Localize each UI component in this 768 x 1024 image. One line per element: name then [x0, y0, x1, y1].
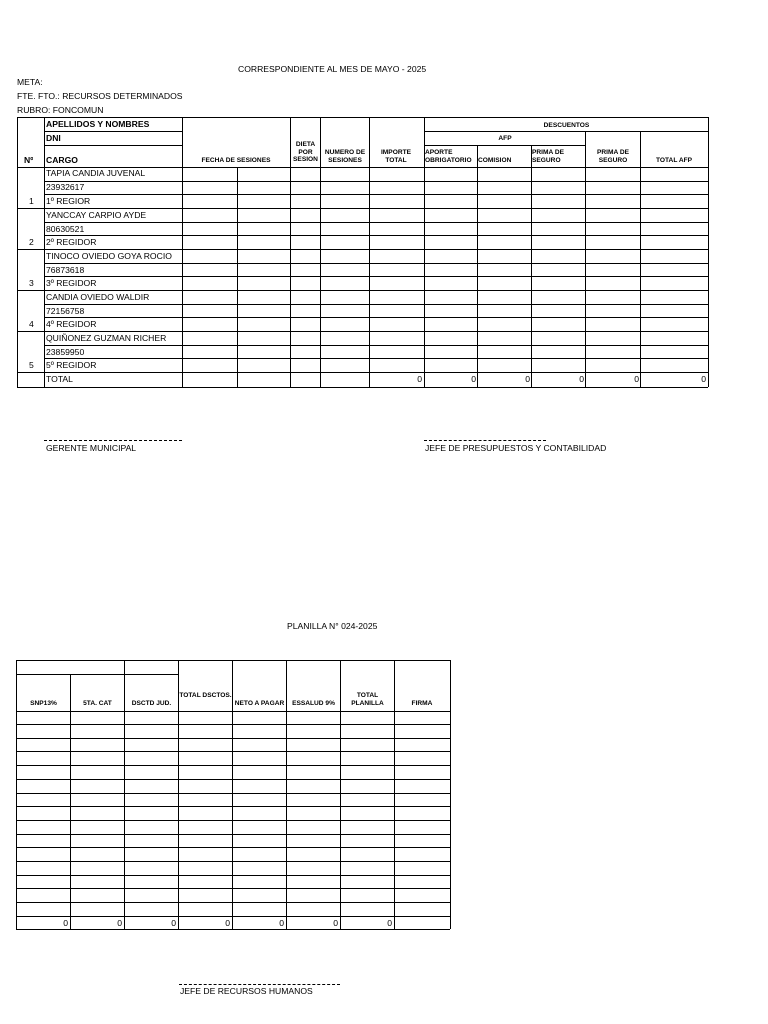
signature-line-jefe-presupuestos	[424, 440, 546, 441]
grid-line	[16, 861, 450, 862]
grid-line	[44, 145, 182, 146]
meta-label: META:	[17, 77, 43, 87]
col-header-5ta-cat: 5TA. CAT	[83, 700, 112, 707]
row-cargo: 3º REGIDOR	[46, 278, 97, 288]
row-number: 4	[29, 319, 34, 329]
grid-line	[16, 793, 450, 794]
row-cargo: 5º REGIDOR	[46, 360, 97, 370]
total-planilla: 0	[387, 918, 392, 928]
row-number: 2	[29, 237, 34, 247]
grid-line	[44, 208, 708, 209]
signature-line-gerente	[44, 440, 182, 441]
col-header-total-dsctos: TOTAL DSCTOS.	[179, 692, 232, 699]
grid-line	[237, 167, 238, 387]
total-comision: 0	[525, 374, 530, 384]
grid-line	[44, 117, 45, 387]
signature-jefe-presupuestos: JEFE DE PRESUPUESTOS Y CONTABILIDAD	[425, 443, 607, 453]
row-name: YANCCAY CARPIO AYDE	[46, 210, 147, 220]
rubro-label: RUBRO: FONCOMUN	[17, 105, 104, 115]
grid-line	[16, 847, 450, 848]
grid-line	[531, 145, 532, 387]
grid-line	[17, 387, 708, 388]
grid-line	[16, 806, 450, 807]
grid-line	[44, 235, 708, 236]
grid-line	[16, 751, 450, 752]
signature-gerente: GERENTE MUNICIPAL	[46, 443, 137, 453]
grid-line	[16, 738, 450, 739]
col-header-afp: AFP	[498, 135, 512, 142]
total-label: TOTAL	[46, 374, 73, 384]
grid-line	[17, 331, 44, 332]
row-dni: 76873618	[46, 265, 85, 275]
row-dni: 72156758	[46, 306, 85, 316]
col-header-total-afp: TOTAL AFP	[655, 157, 693, 164]
total-afp: 0	[701, 374, 706, 384]
grid-line	[44, 181, 708, 182]
col-header-nro: Nº	[24, 155, 34, 165]
grid-line	[70, 674, 71, 929]
signature-jefe-rrhh: JEFE DE RECURSOS HUMANOS	[180, 986, 313, 996]
grid-line	[16, 875, 450, 876]
grid-line	[16, 765, 450, 766]
row-name: CANDIA OVIEDO WALDIR	[46, 292, 150, 302]
grid-line	[44, 263, 708, 264]
total-prima1: 0	[579, 374, 584, 384]
grid-line	[44, 345, 708, 346]
row-number: 3	[29, 278, 34, 288]
grid-line	[17, 117, 708, 118]
col-header-dni: DNI	[46, 133, 61, 143]
row-cargo: 1º REGIOR	[46, 196, 91, 206]
row-cargo: 4º REGIDOR	[46, 319, 97, 329]
col-header-importe: IMPORTE TOTAL	[380, 149, 412, 164]
col-header-snp: SNP13%	[30, 700, 57, 707]
col-header-aporte: APORTE OBRIGATORIO	[425, 149, 472, 164]
grid-line	[16, 888, 450, 889]
col-header-firma: FIRMA	[411, 700, 433, 707]
row-name: QUIÑONEZ GUZMAN RICHER	[46, 333, 167, 343]
grid-line	[16, 929, 450, 930]
grid-line	[640, 131, 641, 387]
grid-line	[424, 145, 585, 146]
col-header-apellidos: APELLIDOS Y NOMBRES	[46, 119, 150, 129]
col-header-dieta: DIETA POR SESION	[293, 141, 318, 163]
fuente-label: FTE. FTO.: RECURSOS DETERMINADOS	[17, 91, 183, 101]
grid-line	[44, 372, 708, 373]
col-header-essalud: ESSALUD 9%	[292, 700, 335, 707]
grid-line	[708, 117, 709, 387]
grid-line	[17, 117, 18, 387]
page-title: CORRESPONDIENTE AL MES DE MAYO - 2025	[238, 64, 427, 74]
grid-line	[44, 304, 708, 305]
grid-line	[424, 131, 708, 132]
row-dni: 23932617	[46, 182, 85, 192]
grid-line	[477, 145, 478, 387]
grid-line	[16, 820, 450, 821]
grid-line	[44, 331, 708, 332]
total-aporte: 0	[471, 374, 476, 384]
grid-line	[16, 711, 450, 712]
total-snp: 0	[63, 918, 68, 928]
grid-line	[17, 249, 44, 250]
grid-line	[44, 290, 708, 291]
row-number: 5	[29, 360, 34, 370]
col-header-fecha: FECHA DE SESIONES	[201, 157, 271, 164]
row-dni: 23859950	[46, 347, 85, 357]
grid-line	[16, 902, 450, 903]
col-header-dsctd-jud: DSCTD JUD.	[131, 700, 172, 707]
row-name: TINOCO OVIEDO GOYA ROCIO	[46, 251, 172, 261]
grid-line	[369, 117, 370, 387]
grid-line	[17, 372, 44, 373]
row-number: 1	[29, 196, 34, 206]
total-dsctos: 0	[225, 918, 230, 928]
total-neto-pagar: 0	[279, 918, 284, 928]
grid-line	[44, 131, 182, 132]
grid-line	[16, 916, 450, 917]
total-5ta-cat: 0	[117, 918, 122, 928]
total-essalud: 0	[333, 918, 338, 928]
col-header-total-planilla: TOTAL PLANILLA	[351, 692, 384, 707]
signature-line-jefe-rrhh	[179, 984, 340, 985]
col-header-numero: NUMERO DE SESIONES	[324, 149, 366, 164]
row-name: TAPIA CANDIA JUVENAL	[46, 168, 146, 178]
col-header-descuentos: DESCUENTOS	[543, 122, 590, 129]
grid-line	[44, 276, 708, 277]
grid-line	[450, 660, 451, 929]
row-cargo: 2º REGIDOR	[46, 237, 97, 247]
grid-line	[44, 317, 708, 318]
grid-line	[44, 222, 708, 223]
grid-line	[16, 660, 450, 661]
grid-line	[44, 358, 708, 359]
col-header-prima1: PRIMA DE SEGURO	[532, 149, 564, 164]
grid-line	[16, 724, 450, 725]
total-dsctd-jud: 0	[171, 918, 176, 928]
col-header-cargo: CARGO	[46, 155, 78, 165]
grid-line	[17, 208, 44, 209]
grid-line	[178, 660, 179, 929]
total-prima2: 0	[634, 374, 639, 384]
grid-line	[16, 834, 450, 835]
col-header-prima2: PRIMA DE SEGURO	[597, 149, 629, 164]
row-dni: 80630521	[46, 224, 85, 234]
planilla-title: PLANILLA N° 024-2025	[287, 621, 378, 631]
grid-line	[16, 779, 450, 780]
grid-line	[44, 249, 708, 250]
col-header-comision: COMISION	[478, 157, 512, 164]
grid-line	[16, 674, 178, 675]
total-importe: 0	[417, 374, 422, 384]
grid-line	[17, 290, 44, 291]
grid-line	[585, 131, 586, 387]
grid-line	[44, 194, 708, 195]
col-header-neto-pagar: NETO A PAGAR	[234, 700, 285, 707]
